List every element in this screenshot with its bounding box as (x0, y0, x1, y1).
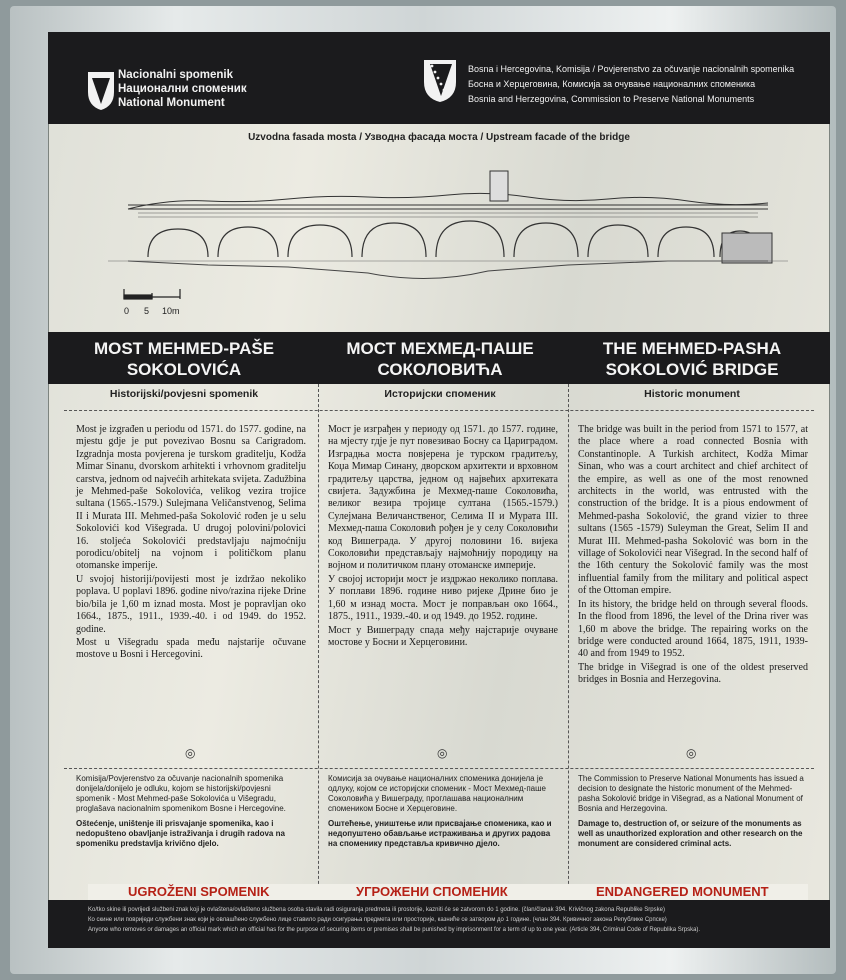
paragraph: Most je izgrađen u periodu od 1571. do 1577. godine, na mjestu gdje je put povezivao Bosnu sa Carigradom. Izgradnja mosta povjerena je turskom graditelju, Kodža Mimar Sinanu, dvorskom arhitekti i vrhovnom graditelju carstva, jednom od najvećih arhitekata svijeta. Zadužbina je Mehmed-paše Sokolovića, velikog vezira trojice sultana (1565.-1579.) Sulejmana Veličanstvenog, Selima II i Murata III. Mehmed-paša Sokolović rođen je u selu Sokolovići kod Višegrada. U drugoj polovini/polovici 16. stoljeća Sokolovići predstavljaju najmoćniju porodicu/obitelj na vojnom i političkom planu otomanske imperije. (76, 424, 306, 572)
legal-footer (48, 900, 830, 948)
column-divider (568, 384, 569, 904)
subtitle-cyrillic: Историјски споменик (384, 388, 496, 400)
commission-text-english (578, 774, 808, 854)
subtitle-english: Historic monument (644, 388, 740, 400)
title-latin (64, 338, 304, 380)
scale-label: 5 (144, 306, 150, 316)
title-line: MOST MEHMED-PAŠE (93, 339, 275, 358)
paragraph: Мост је изграђен у периоду од 1571. до 1577. године, на мјесту гдје је пут повезивао Босну са Цариградом. Изградња моста повјерена је турском градитељу, Коџа Мимар Синану, дворском архитекти и врховном градитељу царства, једном од највећих архитеката свијета. Задужбина је Мехмед-паше Соколовића, великог везира тројице султана (1565.-1579.) Сулејмана Величанственог, Селима II и Мурата III. Мехмед-паша Соколовић рођен је у селу Соколовићи код Вишеграда. У другој половини 16. вијека Соколовићи представљају најмоћнију породицу на војном и политичком плану отоманске империје. (328, 424, 558, 572)
paragraph: U svojoj historiji/povijesti most je izdržao nekoliko poplava. U poplavi 1896. godine nivo/razina rijeke Drine bio/bila je 1,60 m iznad mosta. Most je popravljan oko 1664., 1875., 1911., 1939.-40. i od 1949. do 1952. godine. (76, 573, 306, 635)
header-right-line: Bosnia and Herzegovina, Commission to Preserve National Monuments (468, 94, 755, 104)
header-right-line: Bosna i Hercegovina, Komisija / Povjerenstvo za očuvanje nacionalnih spomenika (468, 64, 795, 74)
commission-divider (64, 768, 814, 769)
commission-decision: The Commission to Preserve National Monuments has issued a decision to designate the historic monument of the Mehmed-pasha Sokolović bridge in Višegrad, as a National Monument of Bosnia and Herzegovina. (578, 774, 804, 813)
history-text-cyrillic (328, 424, 558, 649)
paragraph: The bridge in Višegrad is one of the oldest preserved bridges in Bosnia and Herzegovina. (578, 661, 808, 686)
scale-label: 10m (162, 306, 180, 316)
commission-text-latin (76, 774, 306, 854)
paragraph: Мост у Вишеграду спада међу најстарије очуване мостове у Босни и Херцеговини. (328, 624, 558, 648)
ornament-icon: ◎ (686, 746, 697, 760)
paragraph: The bridge was built in the period from 1571 to 1577, at the place where a road connected Bosnia with Constantinople. A Turkish architect, Kodža Mimar Sinan, who was a court architect and chief architect of the empire, as well as one of the most renowned architects in the world, was entrusted with the construction of the bridge. It is a pious endowment of Mehmed-pasha Sokolović, the grand vizier to three sultans (1565 -1579) Suleyman the Great, Selim II and Murat III. Mehmed-pasha Sokolović was born in the village of Sokolovići near Višegrad. In the second half of the 16th century the Sokolović family was the most influential family from the military and political aspect of the Ottoman empire. (578, 424, 808, 597)
title-english (572, 338, 812, 380)
commission-decision: Komisija/Povjerenstvo za očuvanje nacionalnih spomenika donijela/donijelo je odluku, kojom se historijski/povjesni spomenik - Most Mehmed-paše Sokolovića u Višegradu, proglašava nacionalnim spomenikom Bosne i Hercegovine. (76, 774, 286, 813)
footer-line: Ko/tko skine ili povrijedi službeni znak koji je ovlaštena/ovlašteno službena osoba stavila radi osiguranja predmeta ili prostorije, kazniti će se zatvorom do 1 godine. (član/članak 394. Krivičnog zakona Republike Srpske) (88, 907, 665, 913)
paragraph: In its history, the bridge held on through several floods. In the flood from 1896, the level of the Drina river was 1,60 m above the bridge. The repairing works on the bridge were conducted around 1664, 1875, 1911, 1939-40 and from 1949 to 1952. (578, 598, 808, 660)
endangered-monument-banner (88, 884, 808, 900)
paragraph: У својој историји мост је издржао неколико поплава. У поплави 1896. године ниво ријеке Дрине био је 1,60 м изнад моста. Мост је поправљан око 1664., 1875., 1911., 1939.-40. и од 1949. до 1952. године. (328, 573, 558, 623)
endangered-label-latin: UGROŽENI SPOMENIK (128, 884, 270, 899)
title-line: МОСТ МЕХМЕД-ПАШЕ (346, 339, 534, 358)
bridge-elevation-drawing (108, 157, 788, 285)
commission-warning: Damage to, destruction of, or seizure of the monuments as well as unauthorized exploration and other research on the monument are considered criminal acts. (578, 819, 803, 848)
commission-text-cyrillic (328, 774, 558, 854)
ornament-icon: ◎ (185, 746, 196, 760)
paragraph: Most u Višegradu spada među najstarije očuvane mostove u Bosni i Hercegovini. (76, 636, 306, 661)
title-line: SOKOLOVIĆ BRIDGE (605, 360, 779, 379)
header-left-line: National Monument (118, 97, 225, 109)
bih-coat-of-arms-icon (422, 58, 458, 104)
commission-warning: Oštećenje, uništenje ili prisvajanje spomenika, kao i nedopušteno obavljanje istraživanja i drugih radova na spomeniku predstavlja krivično djelo. (76, 819, 285, 848)
header-left-line: Национални споменик (118, 83, 247, 95)
plaque-header (48, 32, 830, 124)
title-line: SOKOLOVIĆA (126, 360, 242, 379)
endangered-label-cyrillic: УГРОЖЕНИ СПОМЕНИК (356, 884, 508, 899)
history-text-english (578, 424, 808, 687)
header-right-text (468, 62, 794, 107)
scale-bar (122, 287, 192, 301)
commission-warning: Оштећење, уништење или присвајање споменика, као и недопуштено обављање истраживања и других радова на споменику представља кривично дјело. (328, 819, 552, 848)
title-line: THE MEHMED-PASHA (602, 339, 782, 358)
footer-line: Anyone who removes or damages an official mark which an official has for the purpose of securing items or premises shall be punished by imprisonment for a term of up to one year. (Article 394, Criminal Code of Republika Srpska). (88, 927, 701, 933)
footer-line: Ко скине или повриједи службени знак који је овлашћено службено лице ставило ради осигурања предмета или просторије, казниће се затвором до 1 године. (члан 394. Кривичног закона Републике Српске) (88, 917, 667, 923)
monument-plaque (48, 32, 830, 948)
header-left-text (118, 68, 247, 110)
history-text-latin (76, 424, 306, 662)
endangered-label-english: ENDANGERED MONUMENT (596, 884, 769, 899)
subtitle-latin: Historijski/povjesni spomenik (109, 388, 259, 400)
scale-label: 0 (124, 306, 130, 316)
header-right-line: Босна и Херцеговина, Комисија за очување националних споменика (468, 79, 756, 89)
commission-decision: Комисија за очување националних споменика донијела је одлуку, којом се историјски споменик - Мост Мехмед-паше Соколовића у Вишеграду, проглашава националним спомеником Босне и Херцеговине. (328, 774, 546, 813)
facade-title: Uzvodna fasada mosta / Узводна фасада моста / Upstream facade of the bridge (248, 132, 630, 143)
column-divider (318, 384, 319, 904)
titles-bar (48, 332, 830, 384)
title-cyrillic (320, 338, 560, 380)
ornament-icon: ◎ (437, 746, 448, 760)
national-monument-shield-icon (86, 70, 116, 112)
header-left-line: Nacionalni spomenik (118, 69, 234, 81)
title-line: СОКОЛОВИЋА (377, 360, 503, 379)
subtitle-divider (64, 410, 814, 411)
